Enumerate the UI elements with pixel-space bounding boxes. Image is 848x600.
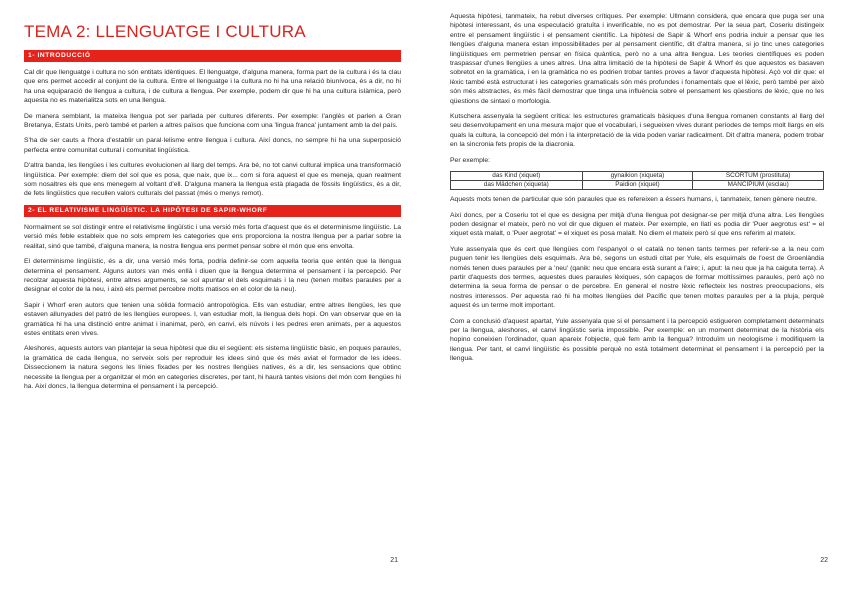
paragraph: Normalment se sol distingir entre el relativisme lingüístic i una versió més forta d'aquest que és el determinisme lingüístic. La versió més feble estableix que no sols emprem les categories que ens proporciona la nostra llengua per a parlar sobre la realitat, sinó que també, d'alguna manera, la nostra llengua ens permet pensar sobre el món que ens envolta. xyxy=(24,223,401,250)
paragraph: Així doncs, per a Coseriu tot el que es designa per mitjà d'una llengua pot designar-se per mitjà d'una altra. Les llengües poden designar el mateix, però no vol dir que diguen el mateix. Per exemple, en llatí es podia dir 'Puer aegrotus est' = el xiquet està malalt, o 'Puer aegrotat' = el xiquet es posa malalt. No diem el mateix però sí que ens referim al mateix. xyxy=(450,211,824,238)
paragraph: Aquests mots tenen de particular que són paraules que es refereixen a éssers humans, i, tanmateix, tenen gènere neutre. xyxy=(450,196,817,204)
paragraph: Cal dir que llenguatge i cultura no són entitats idèntiques. El llenguatge, d'alguna manera, forma part de la cultura i és la clau que ens permet accedir al conjunt de la cultura. Entre el llenguatge i la cultura no hi ha una relació biunívoca, és a dir, no hi ha una equiparació de llengua a cultura, i de cultura a llengua. Per exemple, podem dir que hi ha una cultura islàmica, però aquesta no es materialitza sots en una llengua. xyxy=(24,69,401,105)
paragraph: Com a conclusió d'aquest apartat, Yule assenyala que si el pensament i la percepció estigueren completament determinats per la llengua, aleshores, el canvi lingüístic seria impossible. Per exemple: en un moment determinat de la història els hopino coneixien l'ordinador, quan apareix l'objecte, què fem amb la llengua? Introduïm un neologisme i modifiquem la llengua. Per tant, el canvi lingüístic és possible perquè no està totalment determinat el pensament i la percepció per la llengua. xyxy=(450,317,824,363)
table-cell: das Mädchen (xiqueta) xyxy=(451,181,583,190)
left-column xyxy=(24,22,401,397)
table-cell: SCORTUM (prostituta) xyxy=(693,172,824,181)
paragraph: De manera semblant, la mateixa llengua pot ser parlada per cultures diferents. Per exemple: l'anglès et parlen a Gran Bretanya, Estats Units, però també et parlen a altres països que funciona com una 'lingua franca' juntament amb la del país. xyxy=(24,112,401,130)
paragraph: El determinisme lingüístic, és a dir, una versió més forta, podria definir-se com aquella teoria que entén que la llengua determina el pensament. Alguns autors van més enllà i diuen que la llengua determina el pensament i la percepció. Per recolzar aquesta hipòtesi, entre altres arguments, se sol apuntar el dels esquimals i la neu (tenen moltes paraules per a designar el color de la neu, i això els permet percebre molts matisos en el color de la neu). xyxy=(24,258,401,294)
table-cell: das Kind (xiquet) xyxy=(451,172,583,181)
paragraph: Sapir i Whorf eren autors que tenien una sòlida formació antropològica. Ells van estudiar, entre altres llengües, les que estaven allunyades del patró de les llengües europees. I, van estudiar molt, la llengua dels hopi. On van observar que en la gramàtica hi ha una distinció entre animat i inanimat, però, en canvi, els núvols i les pedres eren animats, per a aquestos estes entitats eren vives. xyxy=(24,301,401,337)
table-row xyxy=(451,172,824,181)
section-heading-relativisme: 2- EL RELATIVISME LINGÜÍSTIC. LA HIPÒTESI DE SAPIR-WHORF xyxy=(24,205,401,217)
paragraph: D'altra banda, les llengües i les cultures evolucionen al llarg del temps. Ara bé, no tot canvi cultural implica una transformació lingüística. Per exemple: diem del sol que es posa, que naix, que ix... com si fora aquest el que es meneja, quan realment som nosaltres els que ens menegem al voltant d'ell. D'alguna manera la llengua està plagada de fòssils lingüístics, és a dir, de fets lingüístics que recullen valors culturals del passat (més o menys remot). xyxy=(24,162,401,198)
section-heading-introduccio: 1- INTRODUCCIÓ xyxy=(24,50,401,62)
paragraph: Kutschera assenyala la següent crítica: les estructures gramaticals bàsiques d'una llengua romanen constants al llarg del seu desenvolupament en una mesura major que el vocabulari, i segueixen vives durant períodes de temps molt llargs en els quals la cultura, la concepció del món i la interpretació de la vida poden variar radicalment. Dit d'altra manera, podem trobar en la sincronia fets propis de la diacronia. xyxy=(450,113,824,149)
table-cell: Paidion (xiquet) xyxy=(582,181,693,190)
page-number: 21 xyxy=(390,557,398,564)
table-row xyxy=(451,181,824,190)
right-page xyxy=(424,0,848,600)
page-title: TEMA 2: LLENGUATGE I CULTURA xyxy=(24,22,306,41)
table-cell: MANCIPIUM (esclau) xyxy=(693,181,824,190)
right-column xyxy=(450,12,824,370)
paragraph: Aquesta hipòtesi, tanmateix, ha rebut diverses crítiques. Per exemple: Ullmann considera, que encara que puga ser una hipòtesi interessant, és una especulació gratuïta i inverificable, no es pot demostrar. Per la seua part, Coseriu distingeix entre el pensament lingüístic i el pensament científic. La hipòtesi de Sapir & Whorf ens podria induir a pensar que les llengües d'alguna manera estan impossibilitades per al pensament científic, dit d'altra manera, si jo tinc unes categories lingüístiques em permetrien pensar en física quàntica, però no a una altra llengua. Les teories científiques es poden traspassar d'unes llengües a unes altres. Una altra limitació de la hipòtesi de Sapir & Whorf és que aquestos es basaven sobretot en la gramàtica, i en la gramàtica no es podrien trobar tantes proves a favor d'aquesta hipòtesi. Açò vol dir que: el lèxic també està estructurat i les categories gramaticals són més profundes i fonamentals que el lèxic, però també per això són més abstractes, és més fàcil demostrar que tinga una influència sobre el pensament les qüestions de lèxic, que no les qüestions de sintaxi o morfologia. xyxy=(450,13,824,105)
example-words-table xyxy=(450,171,824,190)
page-number: 22 xyxy=(820,557,828,564)
paragraph: Aleshores, aquests autors van plantejar la seua hipòtesi que diu el següent: els sistema lingüístic bàsic, en poques paraules, la gramàtica de cada llengua, no serveix sols per reproduir les idees sinó que és més aviat el formador de les idees. Disseccionem la natura segons les línies fixades per les nostres llengües natives, és a dir, les sensacions que obtinc necessite la llengua per a organitzar el món en categories discretes, per tant, hi haurà tantes visions del món com llengües hi ha. Així doncs, la llengua determina el pensament i la percepció. xyxy=(24,345,401,390)
paragraph: Per exemple: xyxy=(450,156,491,164)
table-cell: gynaikion (xiqueta) xyxy=(582,172,693,181)
paragraph: Yule assenyala que és cert que llengües com l'espanyol o el català no tenen tants termes per referir-se a la neu com puguen tenir les llengües dels esquimals. Ara bé, segons un estudi citat per Yule, els esquimals de l'oest de Groenlàndia només tenen dues paraules per a 'neu' (qanik: neu que encara està surant a l'aire; i, aput: la neu que ja ha caiguta terra). A partir d'aquests dos termes, aquestes dues paraules lèxiques, són capaços de formar moltíssimes paraules, però açò no determina la seua forma de pensar o de percebre. En general el nostre lèxic reflecteix les nostres preocupacions, els nostres interessos. Per aquesta raó hi ha moltes llengües del Pacífic que tenen moltes paraules per a la pluja, perquè aquest és un terme molt important. xyxy=(450,245,824,310)
paragraph: S'ha de ser cauts a l'hora d'establir un paral·lelisme entre llengua i cultura. Així doncs, no sempre hi ha una superposició perfecta entre comunitat cultural i comunitat lingüística. xyxy=(24,137,401,154)
